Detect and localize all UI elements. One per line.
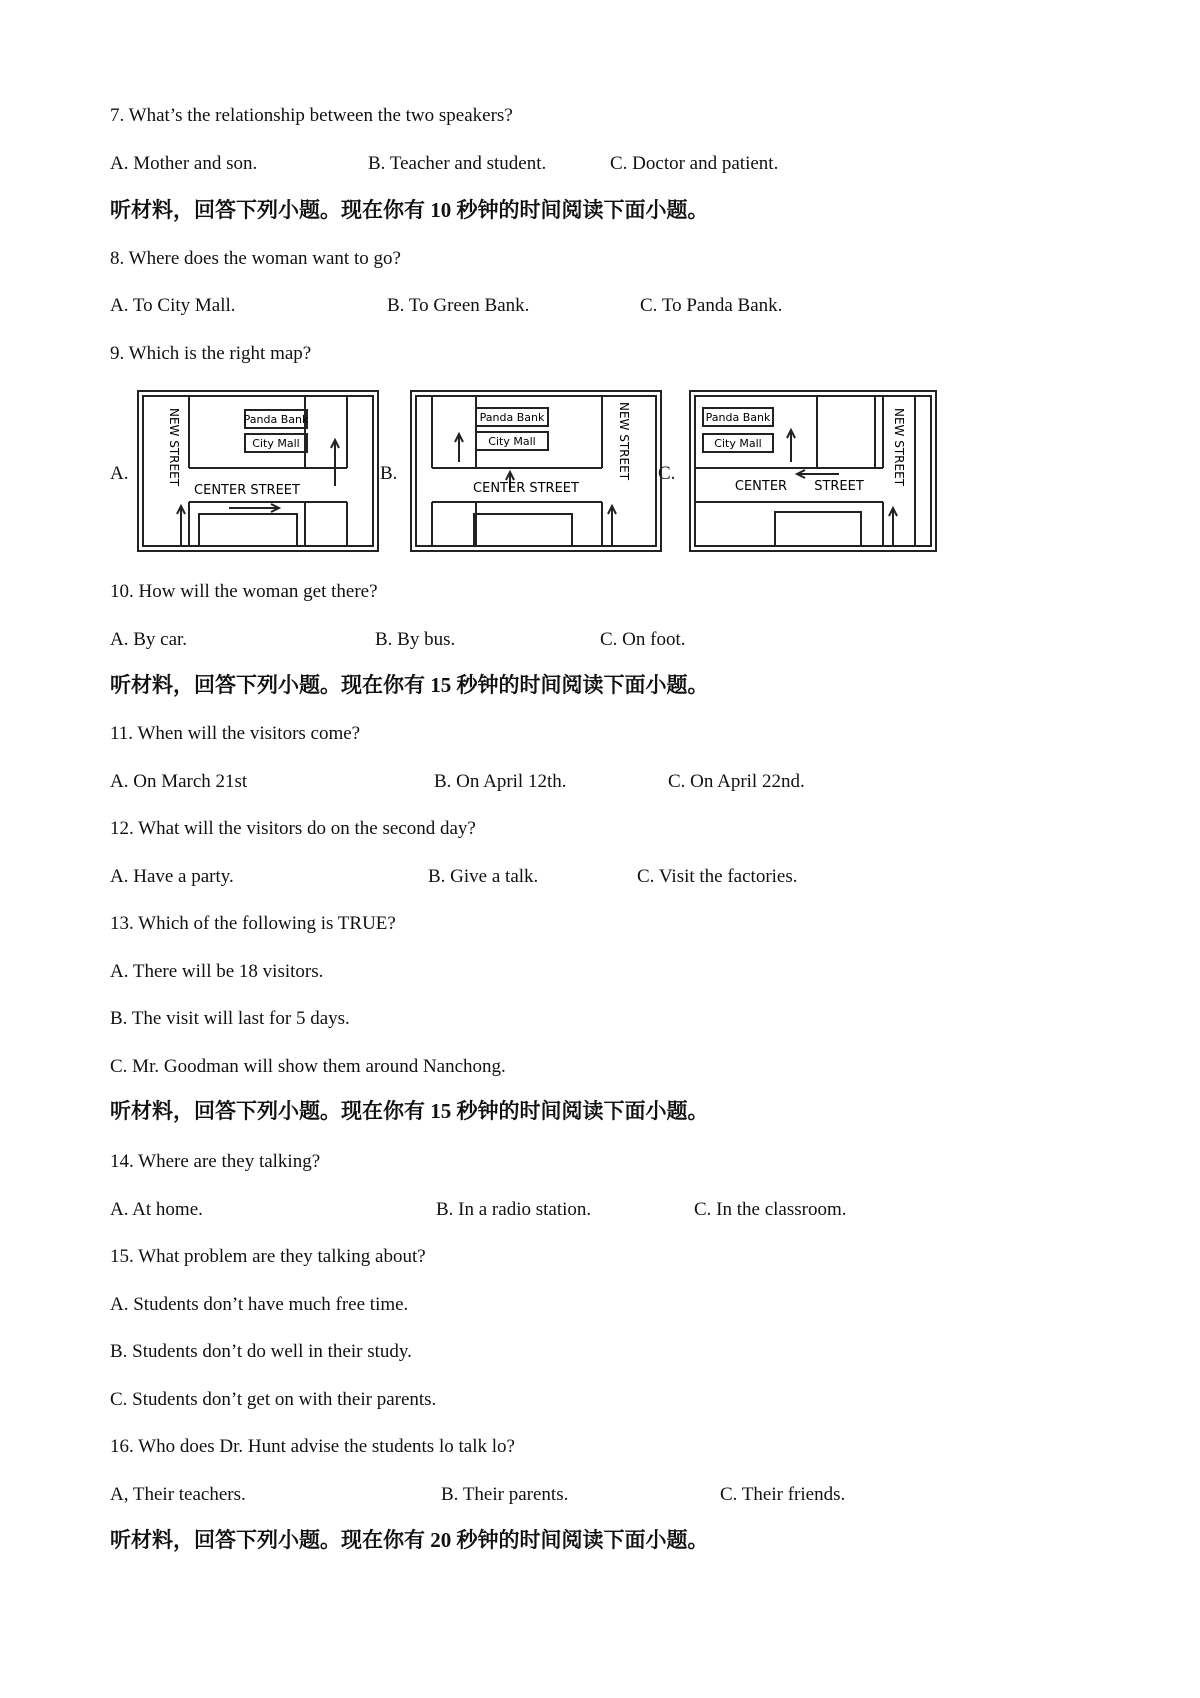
map-b-panda-bank: Panda Bank: [479, 411, 545, 424]
q14-option-a: A. At home.: [110, 1199, 203, 1220]
section-instruction-2: 听材料，回答下列小题。现在你有 15 秒钟的时间阅读下面小题。: [110, 673, 709, 697]
q12-option-b: B. Give a talk.: [428, 866, 539, 887]
q11-option-a: A. On March 21st: [110, 771, 248, 792]
map-a-new-street: NEW STREET: [167, 408, 181, 487]
question-7: 7. What’s the relationship between the two speakers?: [110, 105, 513, 126]
q16-option-b: B. Their parents.: [441, 1484, 569, 1505]
q11-option-b: B. On April 12th.: [434, 771, 567, 792]
map-c-label: C.: [658, 463, 676, 484]
map-c-street-word: STREET: [814, 479, 864, 494]
question-16: 16. Who does Dr. Hunt advise the students lo talk lo?: [110, 1436, 515, 1457]
question-9: 9. Which is the right map?: [110, 343, 312, 364]
q11-option-c: C. On April 22nd.: [668, 771, 805, 792]
question-13: 13. Which of the following is TRUE?: [110, 913, 396, 934]
map-c-city-mall: City Mall: [714, 437, 762, 450]
question-14: 14. Where are they talking?: [110, 1151, 321, 1172]
map-a: [137, 390, 379, 552]
map-b-center-street: CENTER STREET: [473, 481, 579, 496]
section-instruction-3: 听材料，回答下列小题。现在你有 15 秒钟的时间阅读下面小题。: [110, 1099, 709, 1123]
q13-option-c: C. Mr. Goodman will show them around Nanchong.: [110, 1056, 506, 1077]
question-11: 11. When will the visitors come?: [110, 723, 361, 744]
map-a-city-mall: City Mall: [252, 437, 300, 450]
map-b-label: B.: [380, 463, 398, 484]
question-10: 10. How will the woman get there?: [110, 581, 378, 602]
q7-option-a: A. Mother and son.: [110, 153, 258, 174]
map-a-panda-bank: Panda Bank: [243, 413, 309, 426]
q7-option-b: B. Teacher and student.: [368, 153, 547, 174]
q13-option-a: A. There will be 18 visitors.: [110, 961, 324, 982]
q8-option-c: C. To Panda Bank.: [640, 295, 783, 316]
map-c-new-street: NEW STREET: [892, 408, 906, 487]
section-instruction-1: 听材料，回答下列小题。现在你有 10 秒钟的时间阅读下面小题。: [110, 198, 709, 222]
q13-option-b: B. The visit will last for 5 days.: [110, 1008, 350, 1029]
map-c-panda-bank: Panda Bank: [705, 411, 771, 424]
q15-option-a: A. Students don’t have much free time.: [110, 1294, 409, 1315]
map-b-city-mall: City Mall: [488, 435, 536, 448]
q14-option-b: B. In a radio station.: [436, 1199, 592, 1220]
section-instruction-4: 听材料，回答下列小题。现在你有 20 秒钟的时间阅读下面小题。: [110, 1528, 709, 1552]
q8-option-b: B. To Green Bank.: [387, 295, 530, 316]
q10-option-b: B. By bus.: [375, 629, 456, 650]
q12-option-a: A. Have a party.: [110, 866, 234, 887]
q15-option-c: C. Students don’t get on with their parents.: [110, 1389, 437, 1410]
q15-option-b: B. Students don’t do well in their study.: [110, 1341, 412, 1362]
question-12: 12. What will the visitors do on the second day?: [110, 818, 476, 839]
q16-option-a: A, Their teachers.: [110, 1484, 246, 1505]
q8-option-a: A. To City Mall.: [110, 295, 236, 316]
question-8: 8. Where does the woman want to go?: [110, 248, 401, 269]
map-a-label: A.: [110, 463, 129, 484]
map-c-center-word: CENTER: [734, 479, 788, 494]
q16-option-c: C. Their friends.: [720, 1484, 846, 1505]
map-b-new-street: NEW STREET: [617, 402, 631, 481]
map-b: [410, 390, 662, 552]
question-15: 15. What problem are they talking about?: [110, 1246, 426, 1267]
map-a-center-street: CENTER STREET: [194, 483, 300, 498]
q7-option-c: C. Doctor and patient.: [610, 153, 779, 174]
map-c: [689, 390, 937, 552]
q10-option-a: A. By car.: [110, 629, 188, 650]
q14-option-c: C. In the classroom.: [694, 1199, 847, 1220]
q12-option-c: C. Visit the factories.: [637, 866, 798, 887]
q10-option-c: C. On foot.: [600, 629, 686, 650]
